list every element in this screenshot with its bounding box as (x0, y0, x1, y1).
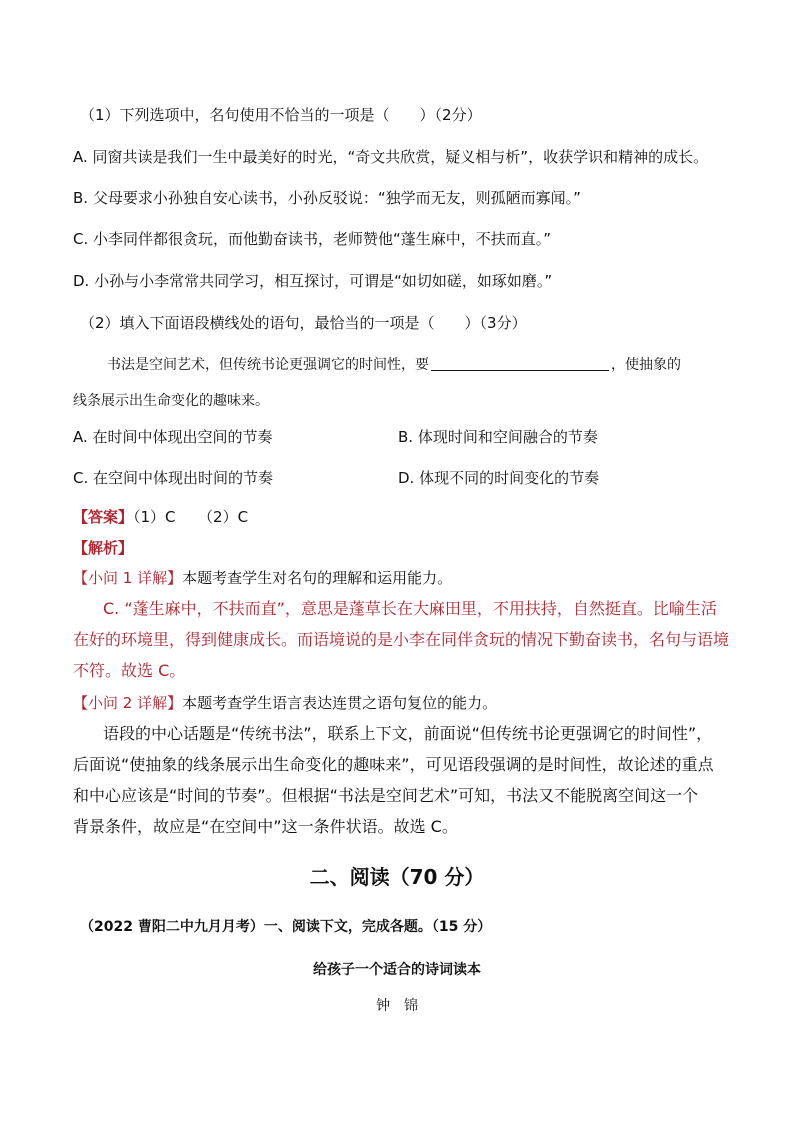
q2-passage-line1 (107, 355, 681, 375)
answer-text: （1）C （2）C (133, 508, 249, 526)
article-author: 钟 锦 (376, 998, 418, 1014)
q2-option-b: B. 体现时间和空间融合的节奏 (398, 428, 598, 446)
part2-line-3: 和中心应该是“时间的节奏”。但根据“书法是空间艺术”可知，书法又不能脱离空间这一个 (73, 786, 699, 805)
q2-option-d: D. 体现不同的时间变化的节奏 (398, 469, 600, 487)
part1-line-3: 不符。故选 C。 (73, 661, 186, 680)
q1-stem: （1）下列选项中，名句使用不恰当的一项是（ ）（2分） (80, 106, 482, 124)
q2-passage-after: ，使抽象的 (611, 357, 681, 373)
q1-option-c: C. 小李同伴都很贪玩，而他勤奋读书，老师赞他“蓬生麻中，不扶而直。” (73, 230, 552, 248)
section-source: （2022 曹阳二中九月月考）一、阅读下文，完成各题。（15 分） (80, 919, 492, 935)
q2-stem: （2）填入下面语段横线处的语句，最恰当的一项是（ ）（3分） (80, 314, 527, 332)
q2-passage-before: 书法是空间艺术，但传统书论更强调它的时间性，要 (107, 357, 429, 373)
q2-blank (431, 355, 609, 371)
answer-line (73, 507, 248, 527)
q2-option-a: A. 在时间中体现出空间的节奏 (73, 428, 273, 446)
section-title: 二、阅读（70 分） (309, 865, 485, 889)
part1-line-1: C. “蓬生麻中，不扶而直”，意思是蓬草长在大麻田里，不用扶持，自然挺直。比喻生活 (103, 599, 717, 618)
part1-intro: 本题考查学生对名句的理解和运用能力。 (182, 569, 453, 587)
analysis-label: 【解析】 (73, 539, 134, 557)
q1-option-d: D. 小孙与小李常常共同学习，相互探讨，可谓是“如切如磋，如琢如磨。” (73, 272, 553, 290)
q1-option-b: B. 父母要求小孙独自安心读书，小孙反驳说：“独学而无友，则孤陋而寡闻。” (73, 189, 581, 207)
analysis-part1-heading (73, 568, 452, 588)
part2-label: 【小问 2 详解】 (73, 694, 183, 712)
part2-line-1: 语段的中心话题是“传统书法”，联系上下文，前面说“但传统书论更强调它的时间性”， (103, 724, 713, 743)
part2-intro: 本题考查学生语言表达连贯之语句复位的能力。 (182, 694, 498, 712)
part2-line-4: 背景条件，故应是“在空间中”这一条件状语。故选 C。 (73, 817, 458, 836)
part1-line-2: 在好的环境里，得到健康成长。而语境说的是小李在同伴贪玩的情况下勤奋读书，名句与语境 (73, 630, 730, 649)
analysis-part2-heading (73, 693, 497, 713)
q1-option-a: A. 同窗共读是我们一生中最美好的时光，“奇文共欣赏，疑义相与析”，收获学识和精神的成长。 (73, 148, 709, 166)
part2-line-2: 后面说“使抽象的线条展示出生命变化的趣味来”，可见语段强调的是时间性，故论述的重点 (73, 755, 714, 774)
q2-passage-line2: 线条展示出生命变化的趣味来。 (73, 393, 269, 409)
part1-label: 【小问 1 详解】 (73, 569, 183, 587)
article-title: 给孩子一个适合的诗词读本 (313, 962, 481, 978)
answer-label: 【答案】 (73, 508, 134, 526)
q2-option-c: C. 在空间中体现出时间的节奏 (73, 469, 274, 487)
